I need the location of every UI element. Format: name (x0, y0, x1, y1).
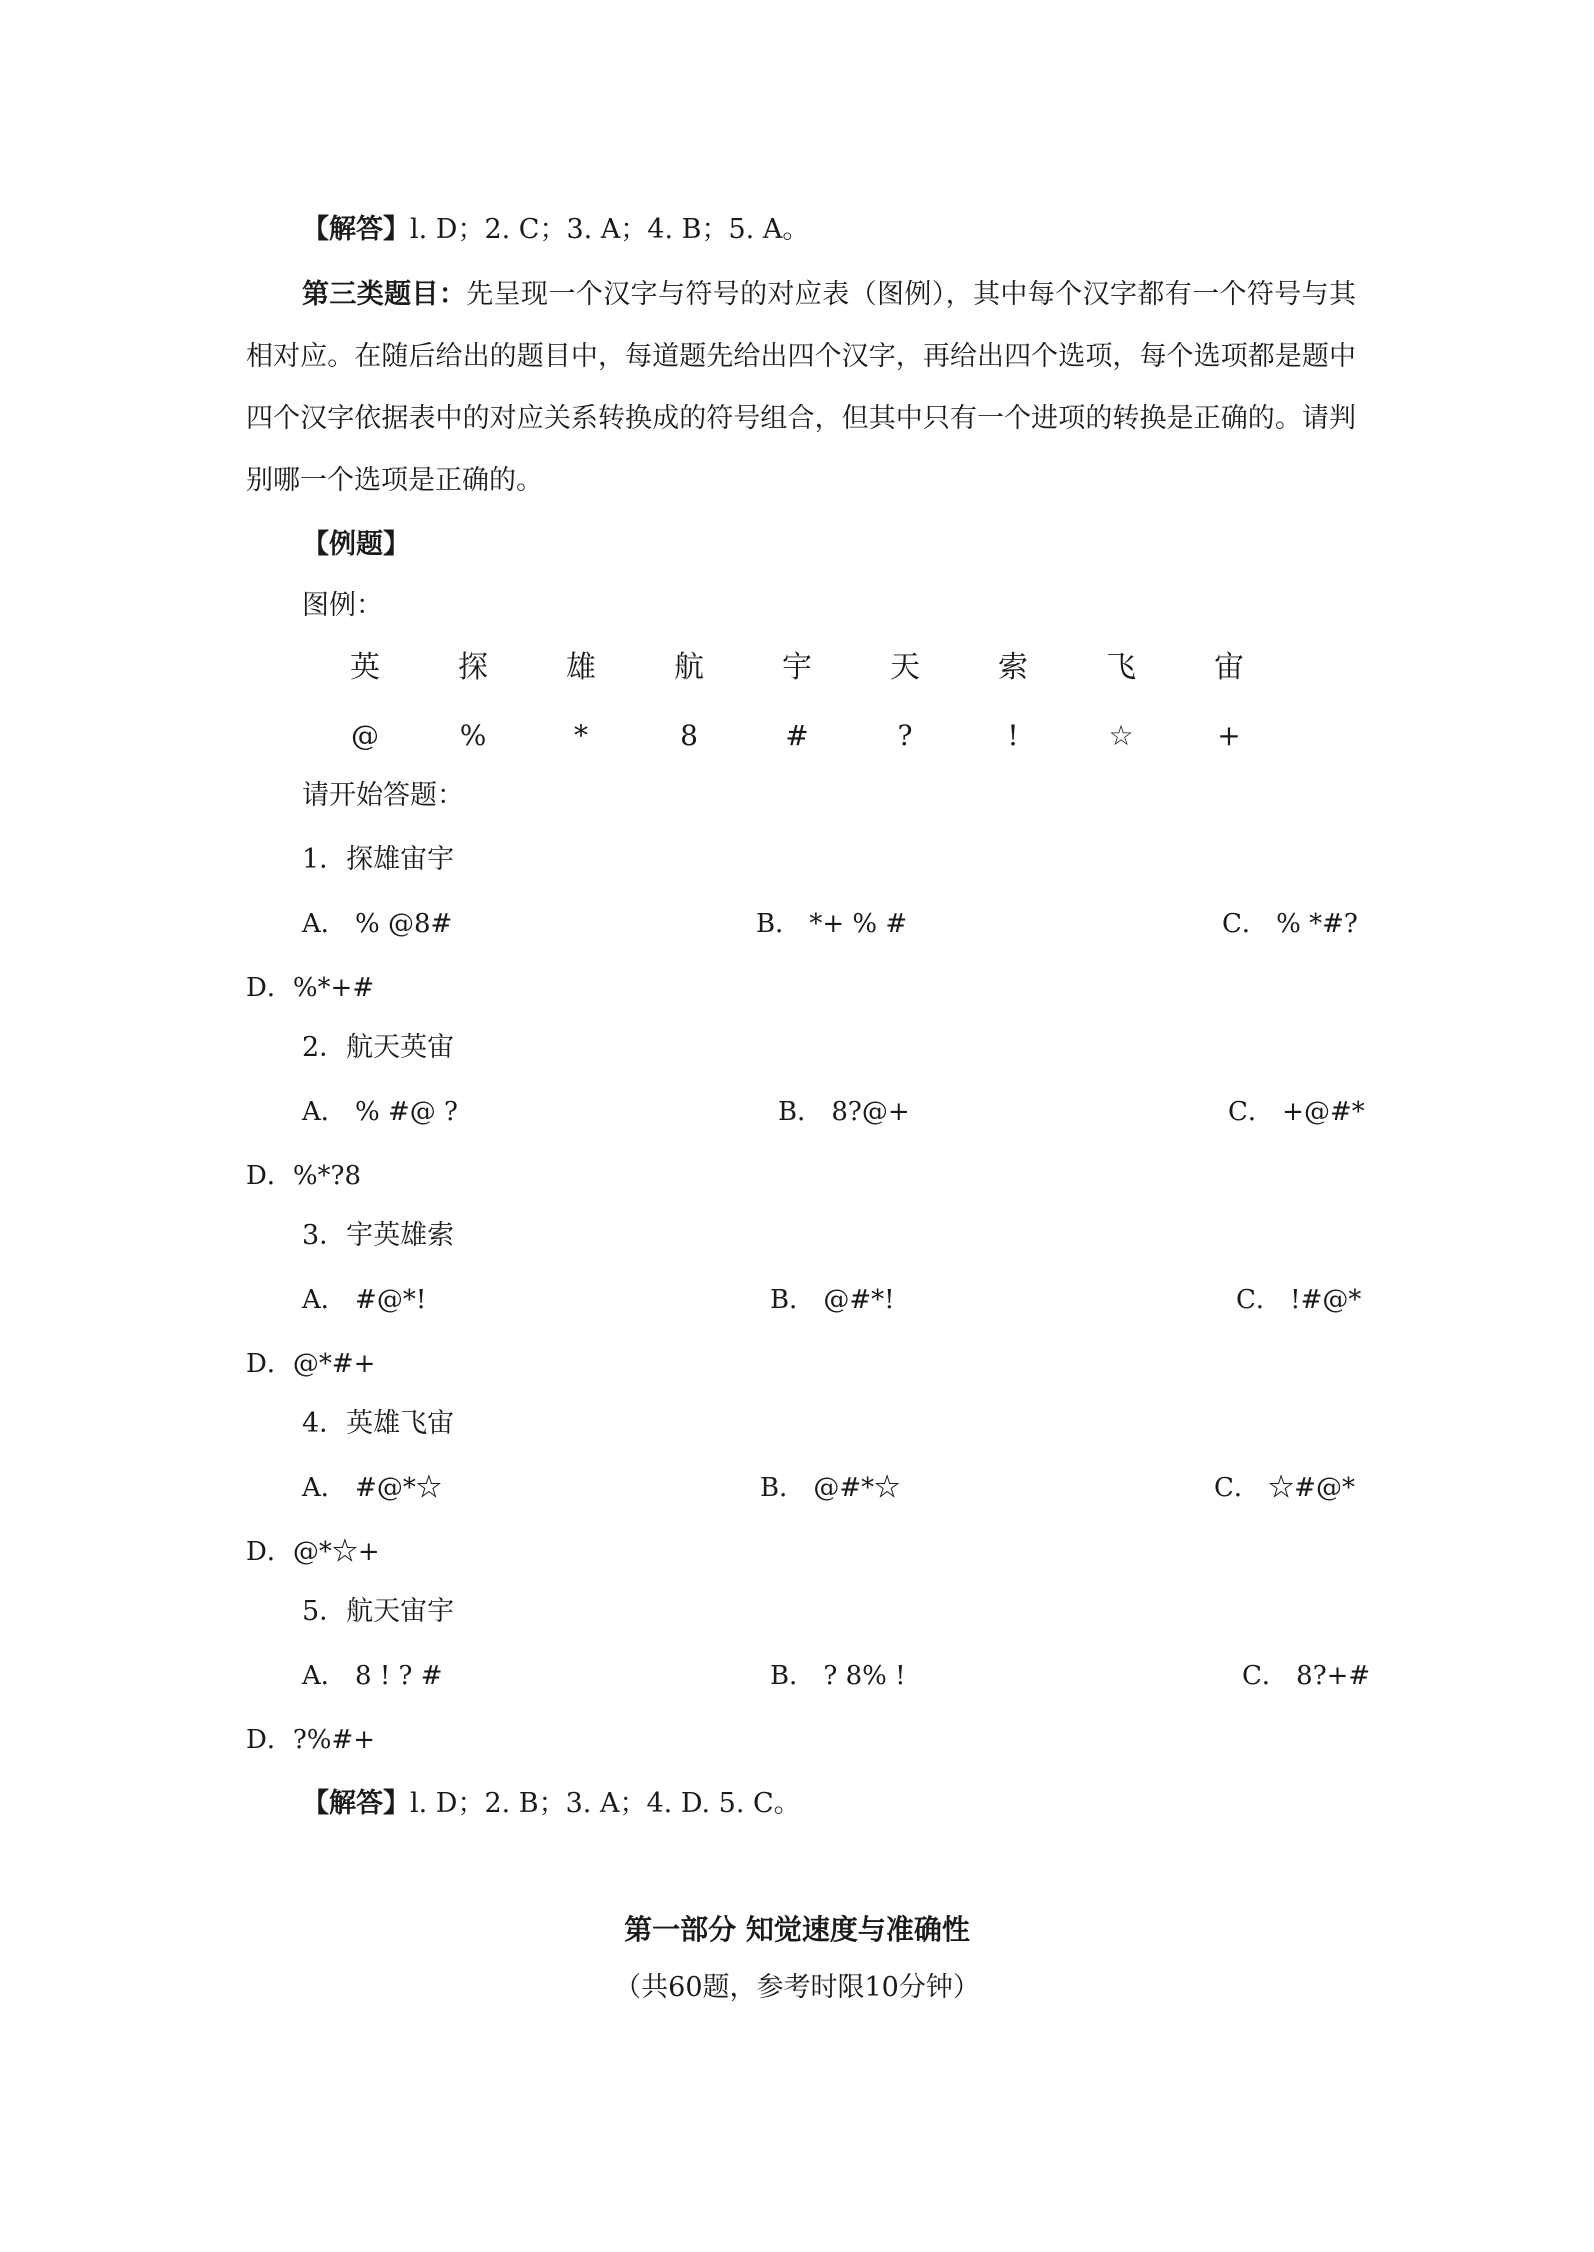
answer-label: 【解答】 (302, 214, 410, 245)
example-label: 【例题】 (302, 529, 410, 560)
legend-symbol: % (459, 719, 487, 752)
legend-char: 英 (350, 650, 380, 685)
legend-char: 飞 (1106, 650, 1136, 685)
answer-text: l. D；2. B；3. A；4. D. 5. C。 (410, 1788, 801, 1819)
option-b: B． *+ % # (756, 909, 908, 939)
question-stem: 5．航天宙宇 (302, 1596, 455, 1627)
option-b: B． @#*! (770, 1285, 895, 1315)
option-b: B． ? 8% ! (770, 1661, 906, 1691)
legend-label: 图例： (302, 590, 383, 621)
legend-char: 宙 (1214, 650, 1244, 685)
legend-symbol: * (574, 719, 588, 752)
option-d: D．%*?8 (246, 1161, 362, 1191)
option-c: C． +@#* (1228, 1097, 1365, 1127)
option-c: C． ☆#@* (1214, 1473, 1355, 1503)
legend-char: 索 (998, 650, 1028, 685)
legend-symbol: + (1217, 719, 1241, 752)
option-a: A． % @8# (302, 909, 453, 939)
question-stem: 1．探雄宙宇 (302, 844, 455, 875)
legend-char: 航 (674, 650, 704, 685)
question-stem: 3．宇英雄索 (302, 1220, 455, 1251)
start-label: 请开始答题： (302, 780, 464, 811)
option-a: A． #@*☆ (302, 1473, 442, 1503)
legend-char: 探 (458, 650, 488, 685)
option-c: C． 8?+# (1242, 1661, 1371, 1691)
option-a: A． 8 ! ? # (302, 1661, 443, 1691)
legend-symbol: @ (351, 719, 379, 752)
option-b: B． @#*☆ (760, 1473, 901, 1503)
part-subtitle: （共60题，参考时限10分钟） (614, 1972, 980, 2003)
section3-text: 先呈现一个汉字与符号的对应表（图例），其中每个汉字都有一个符号与其相对应。在随后给出的题目中，每道题先给出四个汉字，再给出四个选项，每个选项都是题中四个汉字依据表中的对应关系转换成的符号组合，但其中只有一个进项的转换是正确的。请判别哪一个选项是正确的。 (246, 279, 1357, 496)
option-c: C． !#@* (1236, 1285, 1362, 1315)
legend-char: 天 (890, 650, 920, 685)
option-a: A． #@*! (302, 1285, 427, 1315)
answer-text: l. D；2. C；3. A；4. B；5. A。 (410, 214, 810, 245)
option-d: D．@*#+ (246, 1349, 376, 1379)
answer-label: 【解答】 (302, 1788, 410, 1819)
question-stem: 4．英雄飞宙 (302, 1408, 455, 1439)
option-d: D．?%#+ (246, 1725, 376, 1755)
section3-paragraph (246, 264, 1356, 512)
part-title: 第一部分 知觉速度与准确性 (624, 1913, 970, 1946)
answer-line-2 (302, 1786, 801, 1822)
legend-symbol: ☆ (1108, 719, 1134, 752)
option-a: A． % #@ ? (302, 1097, 459, 1127)
option-c: C． % *#? (1222, 909, 1358, 939)
legend-char: 雄 (566, 650, 596, 685)
legend-symbol: 8 (680, 719, 698, 752)
legend-symbol: ? (897, 719, 913, 752)
legend-char: 宇 (782, 650, 812, 685)
legend-symbol: # (785, 719, 809, 752)
answer-line-1 (302, 212, 809, 248)
section3-label: 第三类题目： (302, 279, 467, 310)
legend-symbol: ! (1007, 719, 1019, 752)
option-d: D．%*+# (246, 973, 375, 1003)
option-d: D．@*☆+ (246, 1537, 380, 1567)
question-stem: 2．航天英宙 (302, 1032, 455, 1063)
option-b: B． 8?@+ (778, 1097, 910, 1127)
